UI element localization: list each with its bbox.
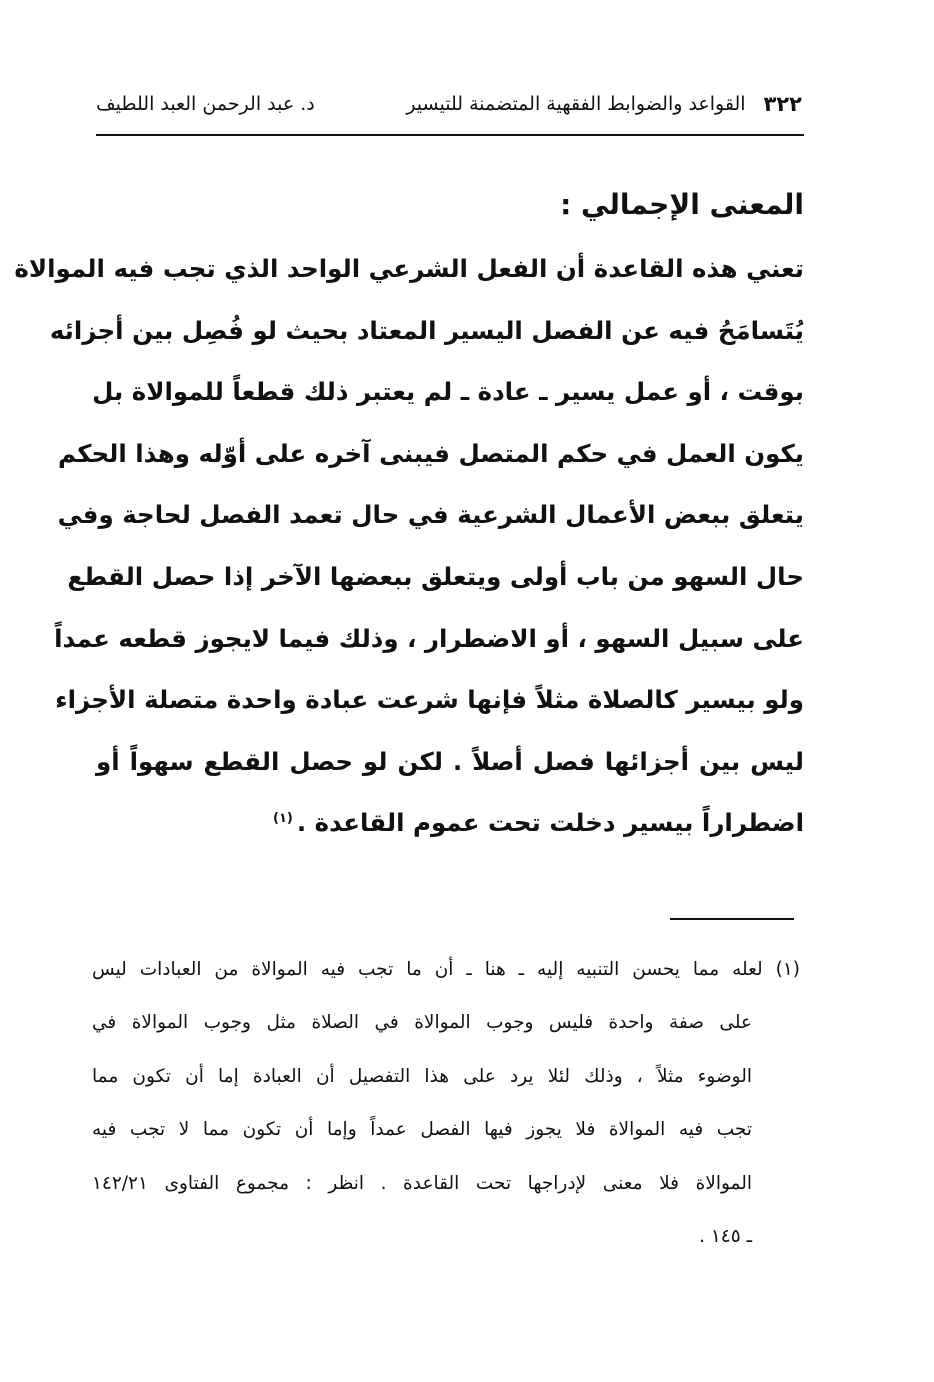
body-line: حال السهو من باب أولى ويتعلق ببعضها الآخر إذا حصل القطع	[67, 561, 804, 591]
section-title: المعنى الإجمالي :	[560, 188, 804, 221]
footnotes	[92, 943, 800, 1263]
body-line-last	[96, 792, 804, 854]
body-line-text: اضطراراً بيسير دخلت تحت عموم القاعدة .	[296, 808, 804, 838]
footnote-line: الموالاة فلا معنى لإدراجها تحت القاعدة . انظر : مجموع الفتاوى ١٤٢/٢١	[92, 1172, 752, 1194]
body-line: ولو بيسير كالصلاة مثلاً فإنها شرعت عبادة واحدة متصلة الأجزاء	[55, 685, 804, 715]
body-line: يكون العمل في حكم المتصل فيبنى آخره على أوّله وهذا الحكم	[58, 438, 804, 468]
body-line: بوقت ، أو عمل يسير ـ عادة ـ لم يعتبر ذلك قطعاً للموالاة بل	[92, 377, 804, 407]
body-line: تعني هذه القاعدة أن الفعل الشرعي الواحد الذي تجب فيه الموالاة	[14, 254, 804, 283]
body-line: ليس بين أجزائها فصل أصلاً . لكن لو حصل القطع سهواً أو	[96, 746, 804, 776]
footnote-line: (١) لعله مما يحسن التنبيه إليه ـ هنا ـ أن ما تجب فيه الموالاة من العبادات ليس	[92, 959, 800, 980]
running-header	[96, 84, 802, 124]
header-right-group	[406, 92, 802, 116]
footnote-line: الوضوء مثلاً ، وذلك لئلا يرد على هذا التفصيل أن العبادة إما أن تكون مما	[92, 1065, 752, 1087]
header-divider	[96, 134, 804, 136]
footnote-line: تجب فيه الموالاة فلا يجوز فيها الفصل عمداً وإما أن تكون مما لا تجب فيه	[92, 1119, 752, 1141]
body-line: يُتَسامَحُ فيه عن الفصل اليسير المعتاد بحيث لو فُصِل بين أجزائه	[49, 315, 804, 345]
book-title: القواعد والضوابط الفقهية المتضمنة للتيسير	[406, 93, 746, 115]
body-line: يتعلق ببعض الأعمال الشرعية في حال تعمد الفصل لحاجة وفي	[57, 500, 804, 530]
footnote-line: ـ ١٤٥ .	[699, 1225, 752, 1247]
author-name: د. عبد الرحمن العبد اللطيف	[96, 93, 315, 115]
body-text	[14, 238, 804, 854]
footnote-reference[interactable]: (١)	[273, 811, 293, 827]
page-number: ٣٢٢	[763, 92, 802, 116]
footnote-line: على صفة واحدة فليس وجوب الموالاة في الصلاة مثل وجوب الموالاة في	[92, 1012, 752, 1034]
body-line: على سبيل السهو ، أو الاضطرار ، وذلك فيما لايجوز قطعه عمداً	[54, 623, 804, 653]
footnote-divider	[670, 918, 794, 920]
